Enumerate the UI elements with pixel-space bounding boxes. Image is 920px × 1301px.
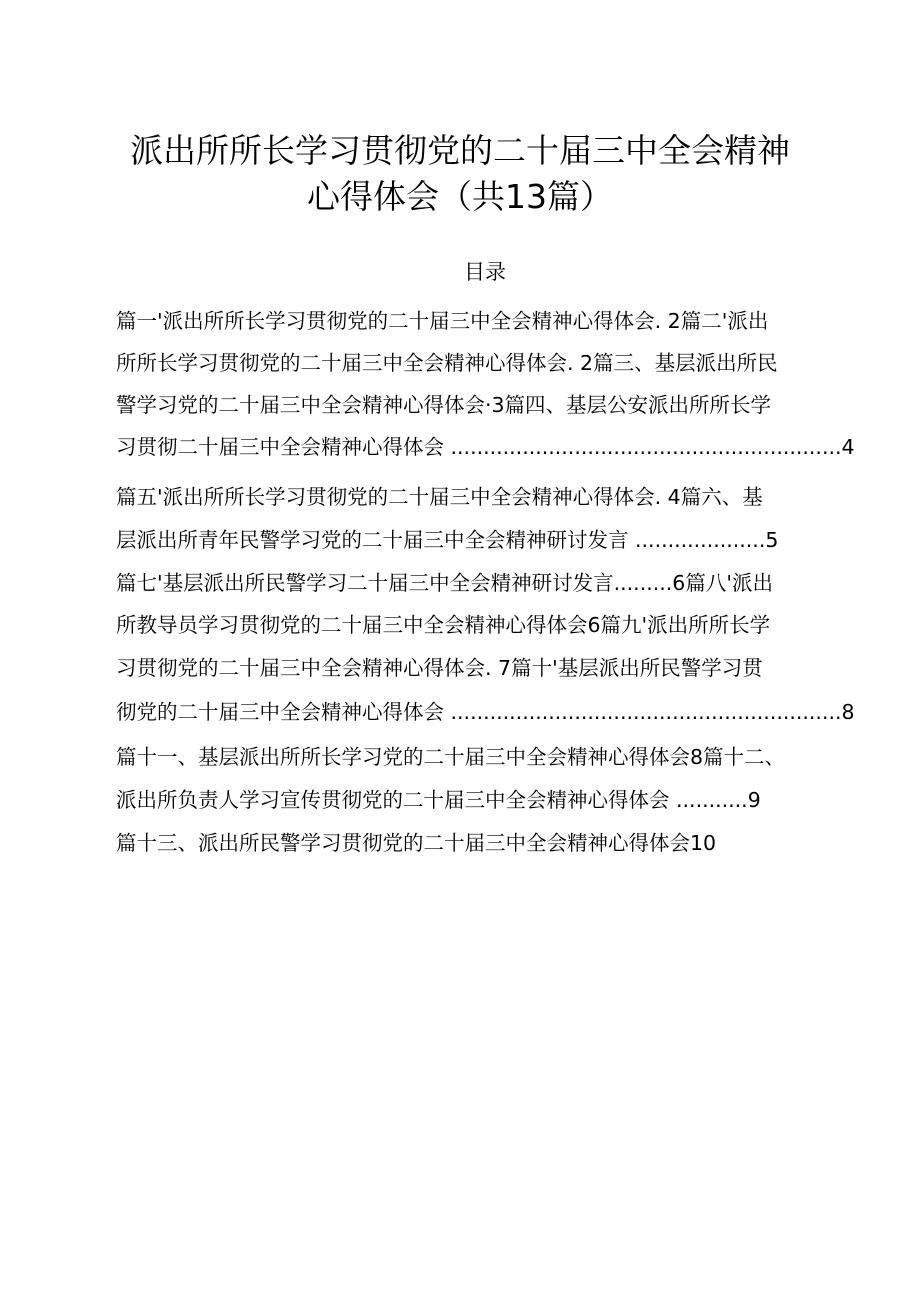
toc-line: 层派出所青年民警学习党的二十届三中全会精神研讨发言 ....................5: [116, 528, 779, 552]
toc-heading: 目录: [464, 260, 506, 284]
toc-line: 习贯彻党的二十届三中全会精神心得体会. 7篇十'基层派出所民警学习贯: [116, 656, 763, 680]
toc-line: 彻党的二十届三中全会精神心得体会 ............................................................8: [116, 700, 855, 724]
toc-line: 派出所负责人学习宣传贯彻党的二十届三中全会精神心得体会 ...........9: [116, 788, 761, 812]
toc-line: 习贯彻二十届三中全会精神心得体会 ............................................................4: [116, 435, 855, 459]
toc-line: 篇一'派出所所长学习贯彻党的二十届三中全会精神心得体会. 2篇二'派出: [116, 309, 769, 333]
toc-line: 所教导员学习贯彻党的二十届三中全会精神心得体会6篇九'派出所所长学: [116, 613, 771, 637]
toc-line: 所所长学习贯彻党的二十届三中全会精神心得体会. 2篇三、基层派出所民: [116, 351, 778, 375]
document-title-line-2: 心得体会（共13篇）: [307, 177, 613, 216]
toc-line: 篇十一、基层派出所所长学习党的二十届三中全会精神心得体会8篇十二、: [116, 745, 786, 769]
toc-line: 警学习党的二十届三中全会精神心得体会·3篇四、基层公安派出所所长学: [116, 393, 772, 417]
document-title-line-1: 派出所所长学习贯彻党的二十届三中全会精神: [130, 131, 790, 170]
toc-line: 篇十三、派出所民警学习贯彻党的二十届三中全会精神心得体会10: [116, 831, 717, 855]
toc-line: 篇七'基层派出所民警学习二十届三中全会精神研讨发言.........6篇八'派出: [116, 571, 773, 595]
toc-line: 篇五'派出所所长学习贯彻党的二十届三中全会精神心得体会. 4篇六、基: [116, 485, 763, 509]
